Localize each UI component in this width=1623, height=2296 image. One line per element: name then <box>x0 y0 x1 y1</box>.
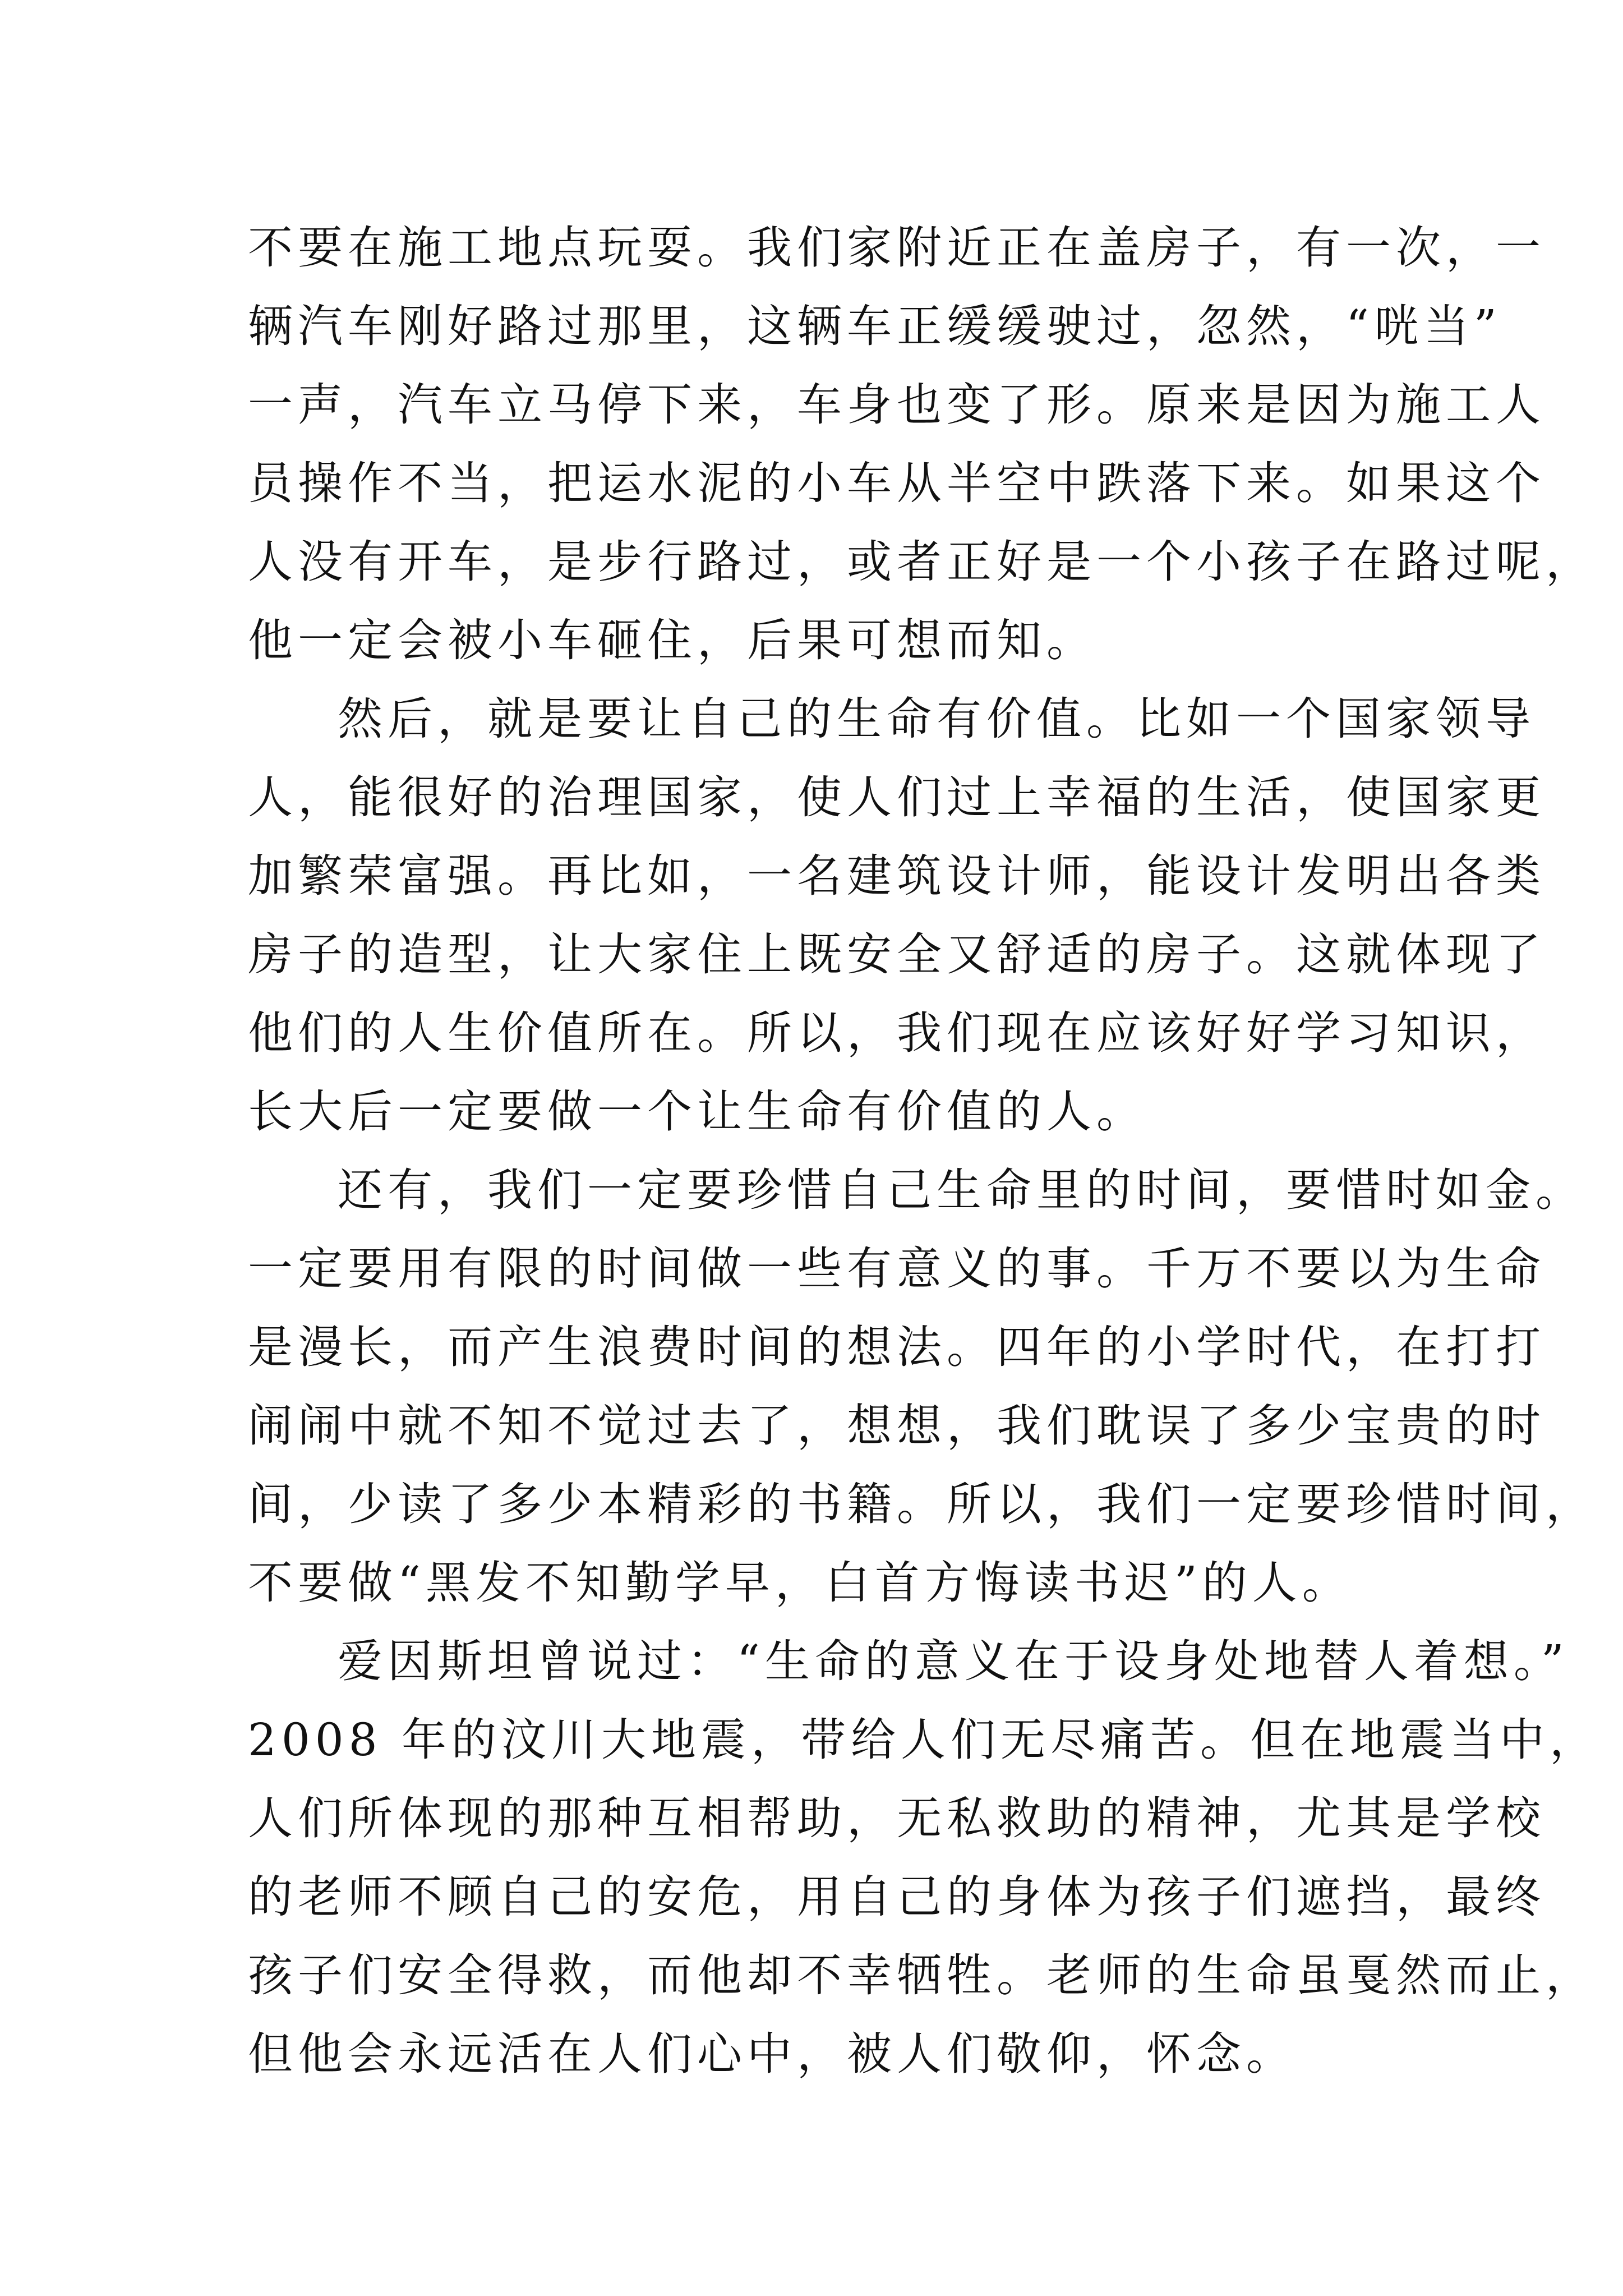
text-line: 不要做“黑发不知勤学早，白首方悔读书迟”的人。 <box>248 1557 1352 1609</box>
text-line: 长大后一定要做一个让生命有价值的人。 <box>248 1085 1146 1138</box>
text-line: 员操作不当，把运水泥的小车从半空中跌落下来。如果这个 <box>248 457 1546 509</box>
text-line: 孩子们安全得救，而他却不幸牺牲。老师的生命虽戛然而止， <box>248 1949 1596 2001</box>
text-line: 是漫长，而产生浪费时间的想法。四年的小学时代，在打打 <box>248 1321 1546 1373</box>
text-line: 2008 年的汶川大地震，带给人们无尽痛苦。但在地震当中， <box>248 1714 1600 1766</box>
text-line: 加繁荣富强。再比如，一名建筑设计师，能设计发明出各类 <box>248 850 1546 902</box>
text-line: 人没有开车，是步行路过，或者正好是一个小孩子在路过呢， <box>248 536 1596 588</box>
text-line: 人们所体现的那种互相帮助，无私救助的精神，尤其是学校 <box>248 1792 1546 1844</box>
text-line: 辆汽车刚好路过那里，这辆车正缓缓驶过，忽然，“咣当” <box>248 300 1502 352</box>
text-line: 间，少读了多少本精彩的书籍。所以，我们一定要珍惜时间， <box>248 1478 1596 1530</box>
paragraph-2 <box>248 680 1546 1151</box>
paragraph-3 <box>248 1151 1596 1622</box>
text-line: 的老师不顾自己的安危，用自己的身体为孩子们遮挡，最终 <box>248 1871 1546 1923</box>
text-line: 还有，我们一定要珍惜自己生命里的时间，要惜时如金。 <box>338 1164 1585 1216</box>
text-line: 他们的人生价值所在。所以，我们现在应该好好学习知识， <box>248 1007 1546 1059</box>
paragraph-1 <box>248 209 1596 680</box>
text-line: 一定要用有限的时间做一些有意义的事。千万不要以为生命 <box>248 1243 1546 1295</box>
text-line: 闹闹中就不知不觉过去了，想想，我们耽误了多少宝贵的时 <box>248 1400 1546 1452</box>
text-line: 他一定会被小车砸住，后果可想而知。 <box>248 614 1096 666</box>
text-line: 一声，汽车立马停下来，车身也变了形。原来是因为施工人 <box>248 379 1546 431</box>
text-line: 但他会永远活在人们心中，被人们敬仰，怀念。 <box>248 2028 1296 2080</box>
text-line: 不要在施工地点玩耍。我们家附近正在盖房子，有一次，一 <box>248 222 1546 274</box>
paragraph-4 <box>248 1622 1600 2093</box>
text-line: 房子的造型，让大家住上既安全又舒适的房子。这就体现了 <box>248 928 1546 981</box>
body-text <box>248 209 1600 2093</box>
text-line: 人，能很好的治理国家，使人们过上幸福的生活，使国家更 <box>248 771 1546 823</box>
text-line: 爱因斯坦曾说过：“生命的意义在于设身处地替人着想。” <box>338 1635 1569 1687</box>
text-line: 然后，就是要让自己的生命有价值。比如一个国家领导 <box>338 693 1536 745</box>
